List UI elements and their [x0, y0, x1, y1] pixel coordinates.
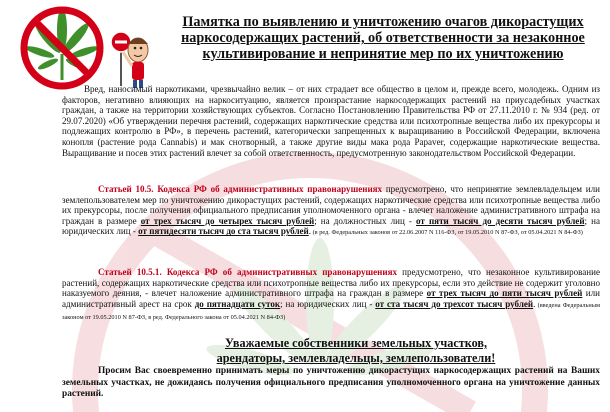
article-10-5-fine-citizens: от трех тысяч до четырех тысяч рублей — [140, 215, 315, 226]
article-10-5-fine-legal: от пятидесяти тысяч до ста тысяч рублей — [138, 226, 309, 237]
stop-character-icon — [111, 32, 148, 88]
article-10-5-text-c: ; на юридических лиц - — [62, 215, 600, 237]
article-10-5-1-fine-citizens: от трех тысяч до пяти тысяч рублей — [426, 288, 583, 299]
article-10-5-1-heading: Статьей 10.5.1. Кодекса РФ об административных правонарушениях — [98, 267, 397, 277]
intro-paragraph: Вред, наносимый наркотиками, чрезвычайно велик – от них страдает все общество в целом и, прежде всего, молодежь. Одним из факторов, негативно влияющих на наркоситуацию, является произрастание наркосодержащих растений на приусадебных участках граждан, а также на территории хозяйствующих субъектов. Согласно Постановлению Правительства РФ от 27.11.2010 г. № 934 (ред. от 29.07.2020) «Об утверждении перечня растений, содержащих наркотические средства или психотропные вещества либо их прекурсоры и подлежащих контролю в РФ», в перечень растений, категорически запрещенных к выращиванию в Российской Федерации, включена конопля (растение рода Cannabis) и мак снотворный, а также другие виды мака рода Papaver, содержащие наркотические вещества. Выращивание и посев этих растений влечет за собой ответственность, предусмотренную законодательством Российской Федерации. — [62, 84, 600, 158]
article-10-5-text-a: предусмотрено, что непринятие землевладельцем или землепользователем мер по уничтожению дикорастущих растений, содержащих наркотические средства или психотропные вещества либо их прекурсоры, после получения официального предписания уполномоченного органа - влечет наложение административного штрафа на граждан в размере — [62, 184, 600, 226]
article-10-5-1-text-c: ; на юридических лиц - — [280, 298, 376, 309]
page-title: Памятка по выявлению и уничтожению очагов дикорастущих наркосодержащих растений, об ответственности за незаконное культивирование и непринятие мер по их уничтожению — [181, 14, 585, 62]
no-drugs-logo — [4, 2, 154, 92]
article-10-5-heading: Статьей 10.5. Кодекса РФ об административных правонарушениях — [98, 184, 383, 194]
article-10-5-text-b: ; на должностных лиц - — [314, 215, 417, 226]
article-10-5-1-text-d: . — [533, 298, 536, 309]
appeal-line-1: Уважаемые собственники земельных участков, — [224, 336, 488, 350]
request-paragraph: Просим Вас своевременно принимать меры по уничтожению дикорастущих наркосодержащих растений на Ваших земельных участках, не дожидаясь получения официального предписания уполномоченного органа на уничтожение данных растений. — [62, 366, 600, 399]
article-10-5-source: (в ред. Федеральных законов от 22.06.2007 N 116-ФЗ, от 19.05.2010 N 87-ФЗ, от 05.04.2021 N 84-ФЗ) — [311, 229, 583, 237]
article-10-5-1-text-a: предусмотрено, что незаконное культивирование растений, содержащих наркотические средства или психотропные вещества либо их прекурсоры, если это действие не содержит уголовно наказуемого деяния, - влечет наложение административного штрафа на граждан в размере — [62, 267, 600, 299]
article-10-5-paragraph — [62, 184, 600, 239]
appeal-exclamation: ! — [491, 351, 496, 365]
article-10-5-1-arrest: до пятнадцати суток — [194, 298, 281, 309]
article-10-5-1-fine-legal: от ста тысяч до трехсот тысяч рублей — [375, 298, 534, 309]
article-10-5-1-paragraph — [62, 267, 600, 324]
article-10-5-fine-officials: от пяти тысяч до десяти тысяч рублей — [416, 215, 585, 226]
appeal-heading — [186, 336, 526, 366]
article-10-5-1-text-b: или административный арест на срок — [62, 288, 600, 309]
article-10-5-1-source: (введена Федеральным законом от 19.05.2010 N 87-ФЗ, в ред. Федерального закона от 05.04.2021 N 84-ФЗ) — [62, 301, 600, 322]
article-10-5-text-d: . — [308, 226, 312, 237]
appeal-line-2: арендаторы, землевладельцы, землепользователи — [216, 351, 492, 365]
